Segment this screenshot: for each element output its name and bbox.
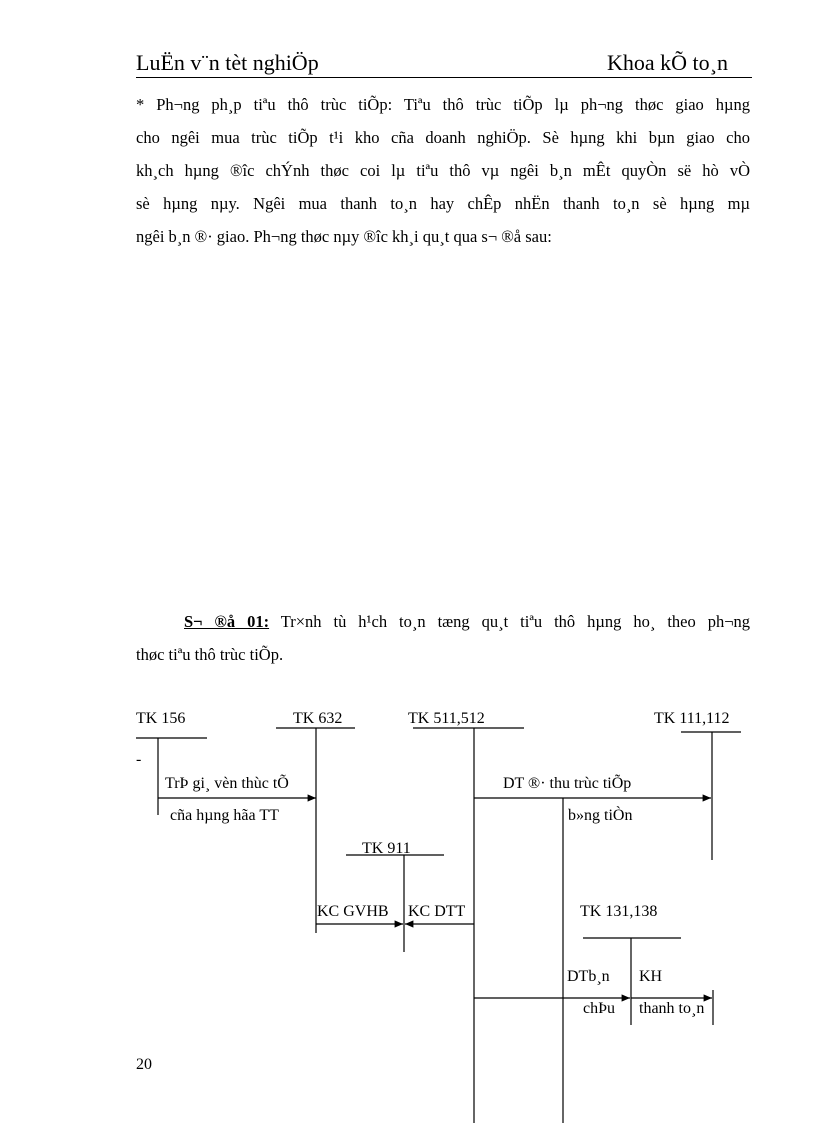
label-kc-dtt: KC DTT bbox=[408, 903, 466, 920]
label-dt-da-thu: DT ®· thu trùc tiÕp bbox=[503, 775, 632, 792]
label-hang-hoa-tt: cña hµng hãa TT bbox=[170, 807, 279, 824]
header-left-title: LuËn v¨n tèt nghiÖp bbox=[136, 50, 319, 75]
label-bang-tien: b»ng tiÒn bbox=[568, 807, 633, 824]
account-tk632: TK 632 bbox=[293, 710, 343, 727]
caption-label: S¬ ®å 01: bbox=[184, 612, 270, 631]
paragraph-line: sè hµng nµy. Ngêi mua thanh to¸n hay chÊp nhËn thanh to¸n sè hµng mµ bbox=[136, 194, 750, 213]
header-right-title: Khoa kÕ to¸n bbox=[607, 50, 728, 75]
caption-line: thøc tiªu thô trùc tiÕp. bbox=[136, 645, 284, 664]
label-chiu: chÞu bbox=[583, 1000, 615, 1017]
paragraph-line: ngêi b¸n ®· giao. Ph¬ng thøc nµy ®îc kh¸i qu¸t qua s¬ ®å sau: bbox=[136, 227, 552, 246]
account-tk131: TK 131,138 bbox=[580, 903, 658, 920]
paragraph-line: kh¸ch hµng ®îc chÝnh thøc coi lµ tiªu thô vµ ngêi b¸n mÊt quyÒn së hò vÒ bbox=[136, 161, 750, 180]
caption-text: Tr×nh tù h¹ch to¸n tæng qu¸t tiªu thô hµng ho¸ theo ph¬ng bbox=[269, 612, 750, 631]
label-dt-ban: DTb¸n bbox=[567, 968, 610, 985]
label-thanh-toan: thanh to¸n bbox=[639, 1000, 705, 1017]
account-tk911: TK 911 bbox=[362, 840, 411, 857]
account-tk111: TK 111,112 bbox=[654, 710, 730, 727]
label-kc-gvhb: KC GVHB bbox=[317, 903, 389, 920]
paragraph-line: * Ph¬ng ph¸p tiªu thô trùc tiÕp: Tiªu thô trùc tiÕp lµ ph¬ng thøc giao hµng bbox=[136, 95, 750, 114]
paragraph-line: cho ngêi mua trùc tiÕp t¹i kho cña doanh nghiÖp. Sè hµng khi bµn giao cho bbox=[136, 128, 750, 147]
dash-mark: - bbox=[136, 751, 142, 768]
account-tk156: TK 156 bbox=[136, 710, 186, 727]
account-tk511: TK 511,512 bbox=[408, 710, 485, 727]
label-tri-gia-von: TrÞ gi¸ vèn thùc tÕ bbox=[165, 775, 289, 792]
page-number: 20 bbox=[136, 1056, 152, 1073]
label-kh: KH bbox=[639, 968, 663, 985]
